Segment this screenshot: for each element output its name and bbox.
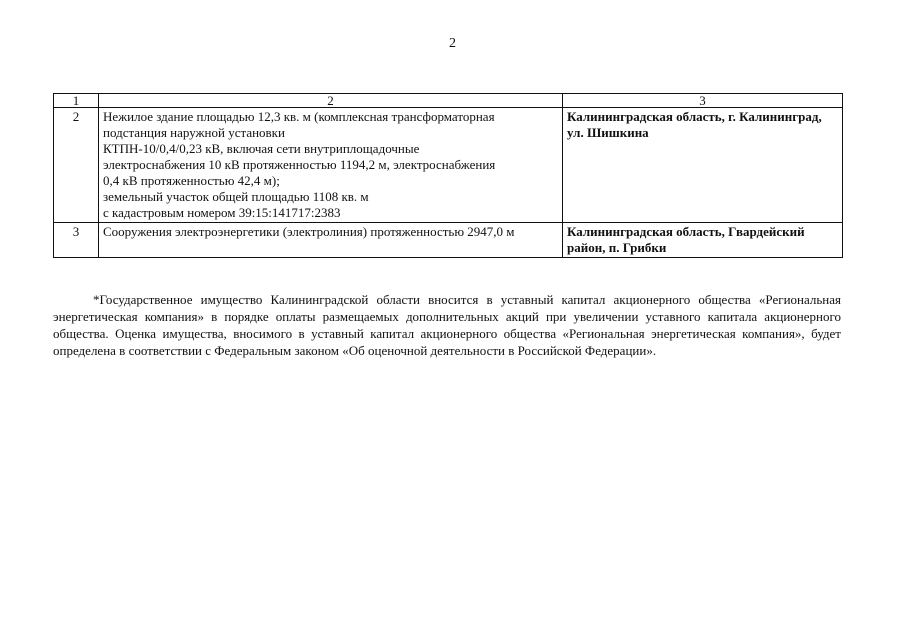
description-line: 0,4 кВ протяженностью 42,4 м); (103, 173, 280, 188)
property-table (53, 93, 843, 258)
row-number: 3 (54, 223, 99, 258)
description-line: с кадастровым номером 39:15:141717:2383 (103, 205, 341, 220)
description-line: электроснабжения 10 кВ протяженностью 1194,2 м, электроснабжения (103, 157, 496, 172)
table-row (54, 108, 843, 223)
location-line: Калининградская область, Гвардейский (567, 224, 805, 239)
row-number: 2 (54, 108, 99, 223)
header-col-3: 3 (563, 94, 843, 108)
table-header-row (54, 94, 843, 108)
location-line: Калининградская область, г. Калининград, (567, 109, 822, 124)
location-line: район, п. Грибки (567, 240, 667, 255)
location-line: ул. Шишкина (567, 125, 649, 140)
property-description (99, 223, 563, 258)
description-line: КТПН-10/0,4/0,23 кВ, включая сети внутриплощадочные (103, 141, 420, 156)
property-description (99, 108, 563, 223)
description-line: подстанция наружной установки (103, 125, 285, 140)
description-line: Сооружения электроэнергетики (электролиния) протяженностью 2947,0 м (103, 224, 515, 239)
description-line: земельный участок общей площадью 1108 кв. м (103, 189, 369, 204)
description-line: Нежилое здание площадью 12,3 кв. м (комплексная трансформаторная (103, 109, 495, 124)
property-location (563, 223, 843, 258)
property-location (563, 108, 843, 223)
header-col-1: 1 (54, 94, 99, 108)
header-col-2: 2 (99, 94, 563, 108)
page-number: 2 (449, 36, 456, 51)
table-row (54, 223, 843, 258)
footnote-paragraph: *Государственное имущество Калининградской области вносится в уставный капитал акционерного общества «Региональная энергетическая компания» в порядке оплаты размещаемых дополнительных акций при увеличении уставного капитала акционерного общества. Оценка имущества, вносимого в уставный капитал акционерного общества «Региональная энергетическая компания», будет определена в соответствии с Федеральным законом «Об оценочной деятельности в Российской Федерации». (53, 292, 841, 358)
